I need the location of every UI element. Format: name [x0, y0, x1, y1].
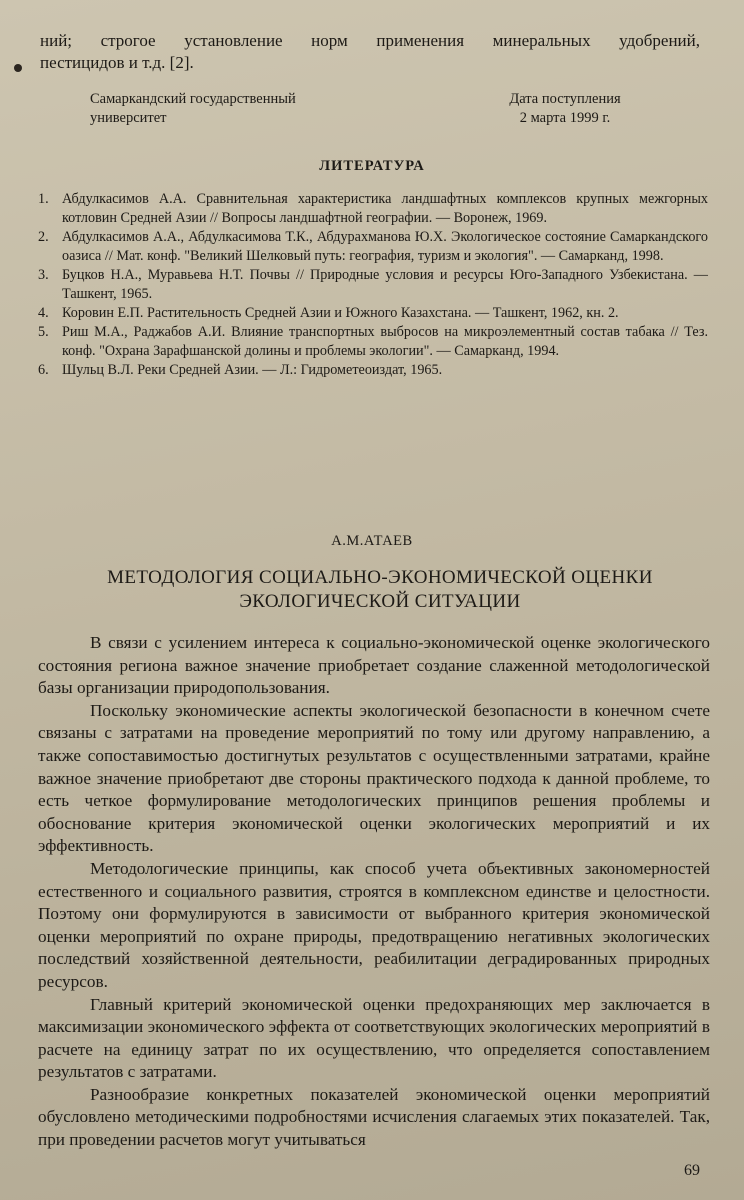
body-paragraph: Разнообразие конкретных показателей экономической оценки мероприятий обусловлено методическими подробностями исчисления слагаемых этих показателей. Так, при проведении расчетов могут учитываться: [38, 1084, 710, 1150]
reference-item: [38, 323, 708, 361]
intro-line-1: ний; строгое установление норм применения минеральных удобрений,: [40, 31, 700, 50]
reference-text: Коровин Е.П. Растительность Средней Азии и Южного Казахстана. — Ташкент, 1962, кн. 2.: [62, 305, 619, 321]
body-paragraph: В связи с усилением интереса к социально-экономической оценке экологического состояния региона важное значение приобретает создание слаженной методологической базы организации природопользования.: [38, 633, 710, 698]
reference-text: Риш М.А., Раджабов А.И. Влияние транспортных выбросов на микроэлементный состав табака // Тез. конф. "Охрана Зарафшанской долины и проблемы экологии". — Самарканд, 1994.: [62, 324, 708, 359]
body-paragraph: Главный критерий экономической оценки предохраняющих мер заключается в максимизации экономического эффекта от соответствующих экологических мероприятий в расчете на единицу затрат по их осуществлению, что определяется сопоставлением результатов с затратами.: [38, 994, 710, 1082]
reference-number: 1.: [38, 191, 49, 207]
article-title: [60, 566, 700, 614]
literature-heading: ЛИТЕРАТУРА: [319, 158, 425, 174]
reference-text: Абдулкасимов А.А., Абдулкасимова Т.К., Абдурахманова Ю.Х. Экологическое состояние Самаркандского оазиса // Мат. конф. "Великий Шелковый путь: география, туризм и экология". — Самарканд, 1998.: [62, 229, 708, 264]
reference-number: 2.: [38, 229, 49, 245]
reference-number: 3.: [38, 267, 49, 283]
reference-item: [38, 190, 708, 228]
received-label: Дата поступления: [509, 91, 621, 107]
article-author: А.М.АТАЕВ: [331, 533, 413, 549]
body-paragraph: Поскольку экономические аспекты экологической безопасности в конечном счете связаны с затратами на проведение мероприятий по тому или другому направлению, а также сопоставимостью достигнутых результатов с осуществленными затратами, крайне важное значение приобретают две стороны практического подхода к данной проблеме, то есть четкое формулирование методологических принципов решения проблемы и обоснование критерия экономической оценки экологических мероприятий и их эффективность.: [38, 700, 710, 856]
reference-number: 6.: [38, 362, 49, 378]
received-date: [470, 90, 660, 128]
intro-line-2: пестицидов и т.д. [2].: [40, 53, 194, 72]
reference-number: 4.: [38, 305, 49, 321]
affiliation-line-1: Самаркандский государственный: [90, 91, 296, 107]
reference-text: Абдулкасимов А.А. Сравнительная характеристика ландшафтных комплексов крупных межгорных котловин Средней Азии // Вопросы ландшафтной географии. — Воронеж, 1969.: [62, 191, 708, 226]
article-body: [38, 632, 710, 1152]
article-title-line-2: ЭКОЛОГИЧЕСКОЙ СИТУАЦИИ: [239, 591, 521, 612]
article-title-line-1: МЕТОДОЛОГИЯ СОЦИАЛЬНО-ЭКОНОМИЧЕСКОЙ ОЦЕНКИ: [107, 567, 653, 588]
intro-text: [40, 30, 700, 74]
received-value: 2 марта 1999 г.: [519, 110, 611, 126]
reference-text: Буцков Н.А., Муравьева Н.Т. Почвы // Природные условия и ресурсы Юго-Западного Узбекистана. — Ташкент, 1965.: [62, 267, 708, 302]
reference-item: [38, 266, 708, 304]
reference-item: [38, 304, 708, 323]
reference-number: 5.: [38, 324, 49, 340]
reference-list: [38, 190, 708, 380]
reference-item: [38, 228, 708, 266]
body-paragraph: Методологические принципы, как способ учета объективных закономерностей естественного и социального развития, строятся в комплексном единстве и целостности. Поэтому они формулируются в зависимости от выбранного критерия экономической оценки мероприятий по охране природы, предотвращению негативных экологических последствий хозяйственной деятельности, реабилитации деградированных природных ресурсов.: [38, 858, 710, 991]
affiliation: [90, 90, 340, 128]
reference-text: Шульц В.Л. Реки Средней Азии. — Л.: Гидрометеоиздат, 1965.: [62, 362, 443, 378]
margin-mark: [14, 64, 22, 72]
affiliation-line-2: университет: [90, 110, 167, 126]
page-number: 69: [684, 1162, 700, 1179]
reference-item: [38, 361, 708, 380]
